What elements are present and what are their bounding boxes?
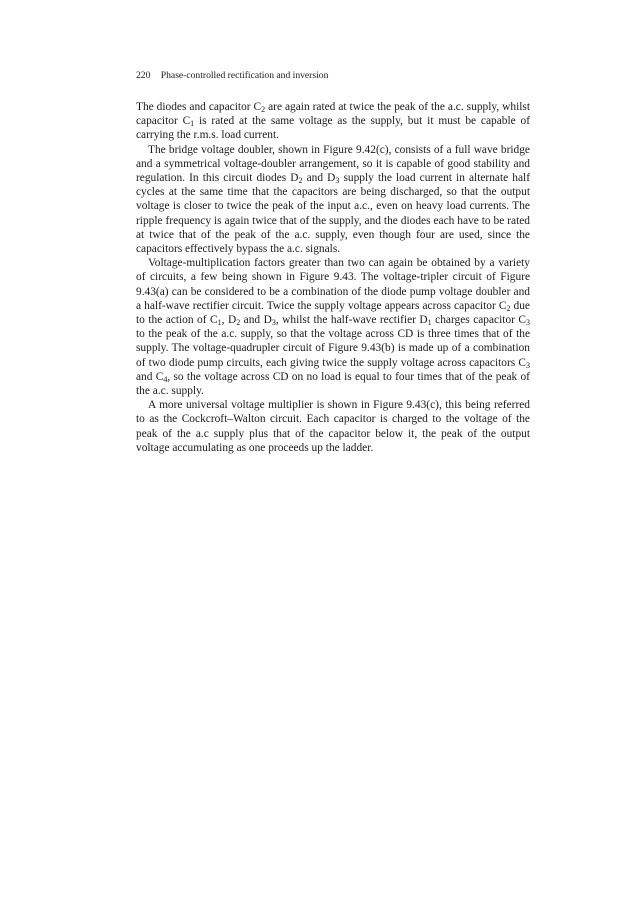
subscript: 3 [526,318,531,328]
subscript: 4 [163,374,168,384]
paragraph-2 [136,143,530,257]
subscript: 2 [236,318,241,328]
running-header [136,70,530,82]
text-run: and C [136,370,164,383]
text-run: , so the voltage across CD on no load is equal to four times that of the peak of the a.c. supply. [136,370,530,398]
page-body [136,70,530,455]
subscript: 3 [526,360,530,370]
text-run: , whilst the half-wave rectifier D [275,314,428,327]
text-run: , D [221,314,237,327]
subscript: 2 [298,176,303,186]
page-number: 220 [136,70,151,81]
text-run: A more universal voltage multiplier is shown in Figure 9.43(c), this being referred to as the Cockcroft–Walton circuit. Each capacitor is charged to the voltage of the peak of the a.c supply plus that of the capacitor below it, the peak of the output voltage accumulating as one proceeds up the ladder. [136,399,530,454]
text-run: are again rated at twice the peak of the a.c. supply, whilst capacitor C [136,101,530,128]
subscript: 2 [506,303,511,313]
subscript: 3 [335,176,340,186]
running-title: Phase-controlled rectification and inversion [160,70,329,81]
paragraph-1 [136,100,530,143]
subscript: 1 [217,318,222,328]
text-run: to the peak of the a.c. supply, so that the voltage across CD is three times that of the supply. The voltage-quadrupler circuit of Figure 9.43(b) is made up of a combination of two diode pump circuits, each giving twice the supply voltage across capacitors C [136,328,530,369]
text-run: due to the action of C [136,299,530,327]
text-run: and D [302,172,336,185]
text-run: The diodes and capacitor C [136,101,262,113]
subscript: 1 [190,119,195,129]
subscript: 3 [271,318,276,328]
subscript: 1 [427,318,432,328]
text-run: is rated at the same voltage as the supply, but it must be capable of carrying the r.m.s. load current. [136,115,530,142]
text-run: The bridge voltage doubler, shown in Figure 9.42(c), consists of a full wave bridge and a symmetrical voltage-doubler arrangement, so it is capable of good stability and regulation. In this circuit diodes D [136,143,530,185]
paragraph-3 [136,256,530,398]
text-run: supply the load current in alternate half cycles at the same time that the capacitors are being discharged, so that the output voltage is closer to twice the peak of the input a.c., even on heavy load currents. The ripple frequency is again twice that of the supply, and the diodes each have to be rated at twice that of the peak of the a.c. supply, even though four are used, since the capacitors effectively bypass the a.c. signals. [136,172,530,256]
text-run: and D [240,314,272,327]
text-run: charges capacitor C [431,314,527,327]
text-run: Voltage-multiplication factors greater than two can again be obtained by a variety of circuits, a few being shown in Figure 9.43. The voltage-tripler circuit of Figure 9.43(a) can be considered to be a combination of the diode pump voltage doubler and a half-wave rectifier circuit. Twice the supply voltage appears across capacitor C [136,257,530,312]
subscript: 2 [261,105,266,114]
paragraph-4 [136,398,530,455]
